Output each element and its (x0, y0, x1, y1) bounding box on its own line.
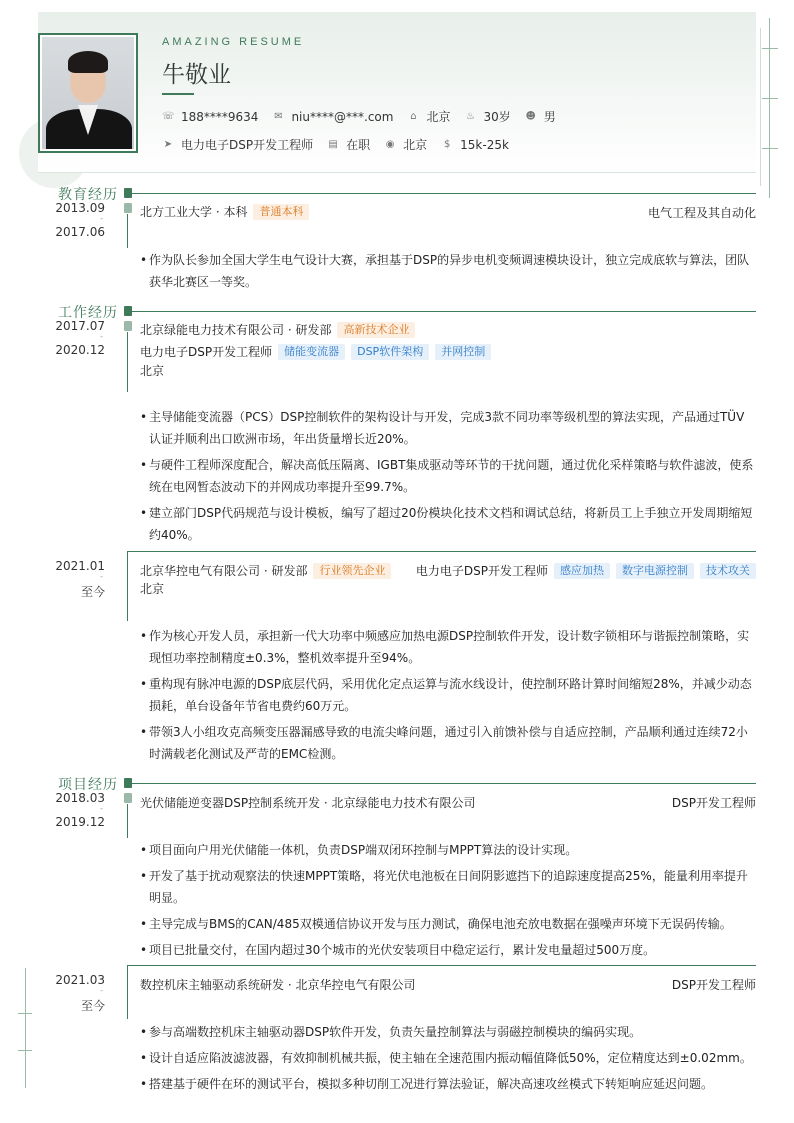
project-1-name: 光伏储能逆变器DSP控制系统开发 · 北京绿能电力技术有限公司 (140, 796, 476, 810)
project-2-start-date: 2021.03 (55, 973, 105, 987)
education-start-date: 2013.09 (55, 201, 105, 215)
list-item: • 与硬件工程师深度配合，解决高低压隔离、IGBT集成驱动等环节的干扰问题，通过优化采样策略与软件滤波，使系统在电网暂态波动下的并网成功率提升至99.7%。 (140, 454, 756, 498)
work-entry-2-line-top (128, 551, 756, 552)
work-1-bullets (140, 406, 756, 550)
date-separator: - (100, 332, 103, 341)
education-section-title: 教育经历 (58, 187, 118, 203)
list-item: • 参与高端数控机床主轴驱动器DSP软件开发，负责矢量控制算法与弱磁控制模块的编码实现。 (140, 1021, 756, 1043)
project-entry-2-line (127, 965, 128, 1019)
salary-item (441, 138, 509, 152)
date-separator: - (100, 986, 103, 995)
status-text: 在职 (346, 138, 371, 152)
decor-line-right-short (760, 28, 761, 186)
education-school-line (140, 203, 309, 220)
project-2-bullets (140, 1021, 756, 1099)
phone-icon: ☏ (162, 111, 175, 122)
work-2-company: 北京华控电气有限公司 · 研发部 (140, 564, 308, 578)
work-1-end-date: 2020.12 (55, 343, 105, 357)
date-separator: - (100, 214, 103, 223)
work-entry-2-line (127, 551, 128, 621)
decor-tick-right-1 (762, 48, 778, 49)
status-item (327, 136, 370, 153)
work-2-bullets (140, 625, 756, 769)
work-1-company: 北京绿能电力技术有限公司 · 研发部 (140, 323, 332, 337)
resume-subtitle: AMAZING RESUME (162, 36, 305, 48)
school-name: 北方工业大学 · 本科 (140, 205, 248, 219)
mail-icon: ✉ (274, 111, 283, 122)
work-1-tag-2: DSP软件架构 (351, 344, 429, 360)
work-1-tag-3: 并网控制 (435, 344, 491, 360)
list-item: • 重构现有脉冲电源的DSP底层代码，采用优化定点运算与流水线设计，使控制环路计算时间缩短28%，并减少动态损耗，单台设备年节省电费约60万元。 (140, 673, 756, 717)
location-icon: ◉ (385, 139, 395, 150)
project-1-bullets (140, 839, 756, 965)
age-item (464, 108, 510, 125)
candidate-name: 牛敬业 (162, 62, 231, 88)
hometown-item (407, 108, 450, 125)
work-entry-1-line (127, 332, 128, 392)
project-2-name: 数控机床主轴驱动系统研发 · 北京华控电气有限公司 (140, 978, 416, 992)
date-separator: - (100, 572, 103, 581)
target-position-item (162, 136, 313, 153)
education-entry-marker (124, 203, 132, 213)
salary-icon: $ (443, 139, 451, 150)
work-1-company-tag: 高新技术企业 (337, 322, 415, 338)
projects-section-title: 项目经历 (58, 777, 118, 793)
target-city-text: 北京 (403, 138, 428, 152)
project-entry-1-line (127, 804, 128, 838)
decor-tick-right-2 (762, 98, 778, 99)
project-2-end-date: 至今 (80, 999, 105, 1013)
list-item: • 作为核心开发人员，承担新一代大功率中频感应加热电源DSP控制软件开发，设计数字锁相环与谐振控制策略，实现恒功率控制精度±0.3%，整机效率提升至94%。 (140, 625, 756, 669)
list-item: • 主导储能变流器（PCS）DSP控制软件的架构设计与开发，完成3款不同功率等级机型的算法实现，产品通过TÜV认证并顺利出口欧洲市场，年出货量增长近20%。 (140, 406, 756, 450)
avatar-photo (42, 37, 134, 149)
projects-section-line (130, 783, 756, 784)
work-1-start-date: 2017.07 (55, 319, 105, 333)
contact-row (162, 108, 570, 125)
header-divider (38, 172, 756, 173)
email-item (272, 110, 393, 124)
work-section-title: 工作经历 (58, 305, 118, 321)
gender-item (525, 108, 556, 125)
phone-item (162, 110, 258, 124)
work-2-company-line (140, 562, 391, 579)
work-2-end-date: 至今 (80, 585, 105, 599)
work-1-city: 北京 (140, 364, 165, 378)
decor-tick-left-1 (18, 1013, 32, 1014)
email-text: niu****@***.com (291, 109, 394, 124)
project-entry-2-line-top (128, 965, 756, 966)
work-2-start-date: 2021.01 (55, 559, 105, 573)
work-1-company-line (140, 321, 415, 338)
list-item: • 搭建基于硬件在环的测试平台，模拟多种切削工况进行算法验证，解决高速攻丝模式下转矩响应延迟问题。 (140, 1073, 756, 1095)
work-2-tag-2: 数字电源控制 (616, 563, 694, 579)
phone-text: 188****9634 (181, 109, 259, 124)
target-position-text: 电力电子DSP开发工程师 (181, 138, 314, 152)
project-1-end-date: 2019.12 (55, 815, 105, 829)
work-2-position-line (416, 562, 756, 579)
briefcase-icon: ▤ (328, 139, 338, 150)
salary-text: 15k-25k (460, 137, 509, 152)
work-1-position-line (140, 343, 491, 360)
send-icon: ➤ (163, 139, 173, 150)
school-tag: 普通本科 (253, 204, 309, 220)
education-bullets (140, 249, 756, 297)
project-entry-1-marker (124, 793, 132, 803)
list-item: • 主导完成与BMS的CAN/485双模通信协议开发与压力测试，确保电池充放电数据在强噪声环境下无误码传输。 (140, 913, 756, 935)
job-intent-row (162, 136, 523, 153)
list-item: • 带领3人小组攻克高频变压器漏感导致的电流尖峰问题，通过引入前馈补偿与自适应控制，产品顺利通过连续72小时满载老化测试及严苛的EMC检测。 (140, 721, 756, 765)
age-text: 30岁 (483, 110, 511, 124)
work-2-position: 电力电子DSP开发工程师 (415, 564, 548, 578)
work-2-tag-3: 技术攻关 (700, 563, 756, 579)
list-item: • 设计自适应陷波滤波器，有效抑制机械共振，使主轴在全速范围内振动幅值降低50%，定位精度达到±0.02mm。 (140, 1047, 756, 1069)
work-entry-1-marker (124, 321, 132, 331)
decor-line-right (769, 18, 770, 198)
list-item: • 作为队长参加全国大学生电气设计大赛，承担基于DSP的异步电机变频调速模块设计，独立完成底软与算法，团队获华北赛区一等奖。 (140, 249, 756, 293)
gender-icon: ☻ (525, 111, 536, 122)
hometown-text: 北京 (426, 110, 451, 124)
education-end-date: 2017.06 (55, 225, 105, 239)
decor-tick-right-3 (762, 148, 778, 149)
project-1-start-date: 2018.03 (55, 791, 105, 805)
work-2-company-tag: 行业领先企业 (313, 563, 391, 579)
date-separator: - (100, 804, 103, 813)
work-2-city: 北京 (140, 582, 165, 596)
home-icon: ⌂ (410, 111, 417, 122)
project-1-role: DSP开发工程师 (671, 796, 756, 810)
list-item: • 开发了基于扰动观察法的快速MPPT策略，将光伏电池板在日间阴影遮挡下的追踪速度提高25%，能量利用率提升明显。 (140, 865, 756, 909)
list-item: • 项目面向户用光伏储能一体机，负责DSP端双闭环控制与MPPT算法的设计实现。 (140, 839, 756, 861)
name-underline (162, 93, 194, 95)
gender-text: 男 (543, 110, 556, 124)
education-major: 电气工程及其自动化 (647, 206, 756, 220)
education-section-line (130, 193, 756, 194)
decor-line-left (25, 968, 26, 1088)
education-entry-line (127, 214, 128, 248)
project-2-role: DSP开发工程师 (671, 978, 756, 992)
work-1-tag-1: 储能变流器 (278, 344, 345, 360)
work-2-tag-1: 感应加热 (554, 563, 610, 579)
work-section-line (130, 311, 756, 312)
avatar (38, 33, 138, 153)
list-item: • 建立部门DSP代码规范与设计模板，编写了超过20份模块化技术文档和调试总结，将新员工上手独立开发周期缩短约40%。 (140, 502, 756, 546)
target-city-item (384, 136, 427, 153)
work-1-position: 电力电子DSP开发工程师 (140, 345, 273, 359)
cake-icon: ♨ (465, 111, 475, 122)
decor-tick-left-2 (18, 1050, 32, 1051)
list-item: • 项目已批量交付，在国内超过30个城市的光伏安装项目中稳定运行，累计发电量超过500万度。 (140, 939, 756, 961)
